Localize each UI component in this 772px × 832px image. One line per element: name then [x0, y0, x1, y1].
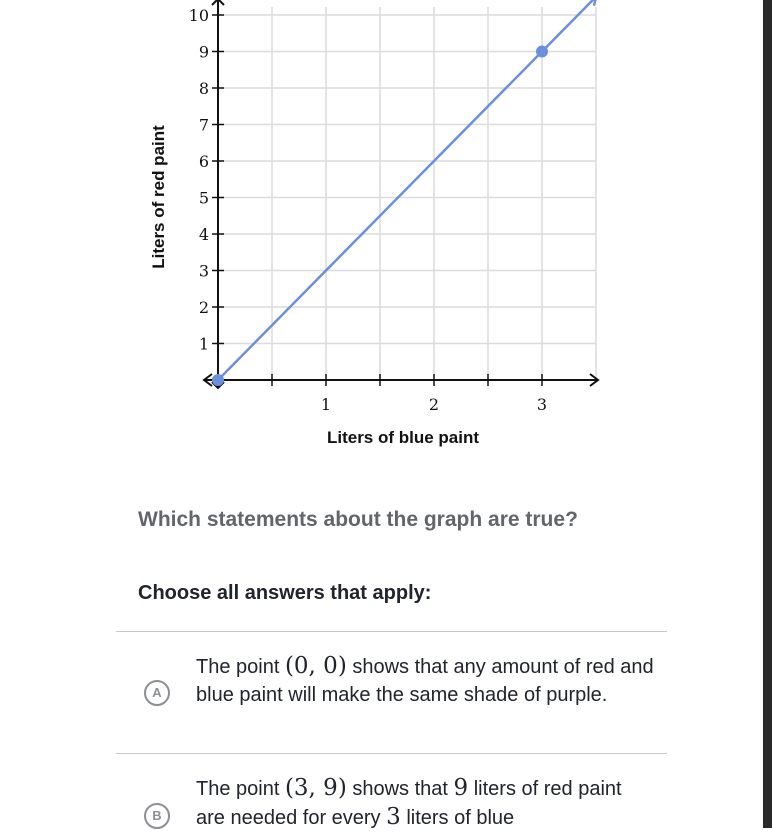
y-tick-label: 6: [198, 152, 209, 171]
choice-a-math-1: (0, 0): [284, 653, 347, 679]
x-axis-label: Liters of blue paint: [326, 428, 480, 447]
question-prompt: Which statements about the graph are true?: [138, 508, 578, 531]
choice-a-text-1: The point: [196, 656, 285, 678]
y-tick-label: 3: [198, 261, 209, 281]
series: [212, 0, 596, 386]
choice-a-text-2: shows that any amount of red and blue paint will make the same shade of purple.: [196, 656, 654, 706]
choice-a-text: [196, 652, 656, 709]
choice-b-text: [196, 774, 656, 832]
choice-b-math-2: 9: [453, 775, 469, 801]
y-tick-label: 4: [198, 225, 209, 244]
y-tick-label: 7: [198, 115, 209, 135]
y-axis-label: Liters of red paint: [149, 125, 168, 269]
data-point: [212, 374, 224, 386]
choice-b-letter: B: [144, 803, 170, 829]
choice-b-math-1: (3, 9): [284, 775, 347, 801]
choice-b-math-3: 3: [386, 804, 401, 830]
choice-b[interactable]: [116, 754, 667, 828]
choice-b-text-1: The point: [196, 778, 285, 800]
y-tick-label: 5: [198, 188, 209, 208]
question-instruction: Choose all answers that apply:: [138, 582, 432, 604]
y-tick-label: 9: [198, 42, 209, 62]
y-tick-label: 8: [198, 79, 209, 98]
series-line: [218, 0, 596, 380]
choice-b-text-2: shows that: [346, 778, 454, 800]
choice-b-text-4: liters of blue: [400, 807, 515, 829]
y-tick-label: 2: [198, 298, 209, 317]
ticks: [189, 6, 547, 414]
y-tick-label: 10: [188, 6, 209, 25]
data-point: [536, 46, 548, 58]
x-tick-label: 2: [428, 395, 440, 414]
x-tick-label: 3: [536, 395, 548, 414]
x-tick-label: 1: [320, 395, 332, 414]
y-tick-label: 1: [198, 334, 209, 354]
choice-b-text-3: liters of red paint are needed for every: [196, 778, 622, 829]
choice-a[interactable]: [116, 632, 667, 753]
choice-a-letter: A: [144, 680, 170, 706]
